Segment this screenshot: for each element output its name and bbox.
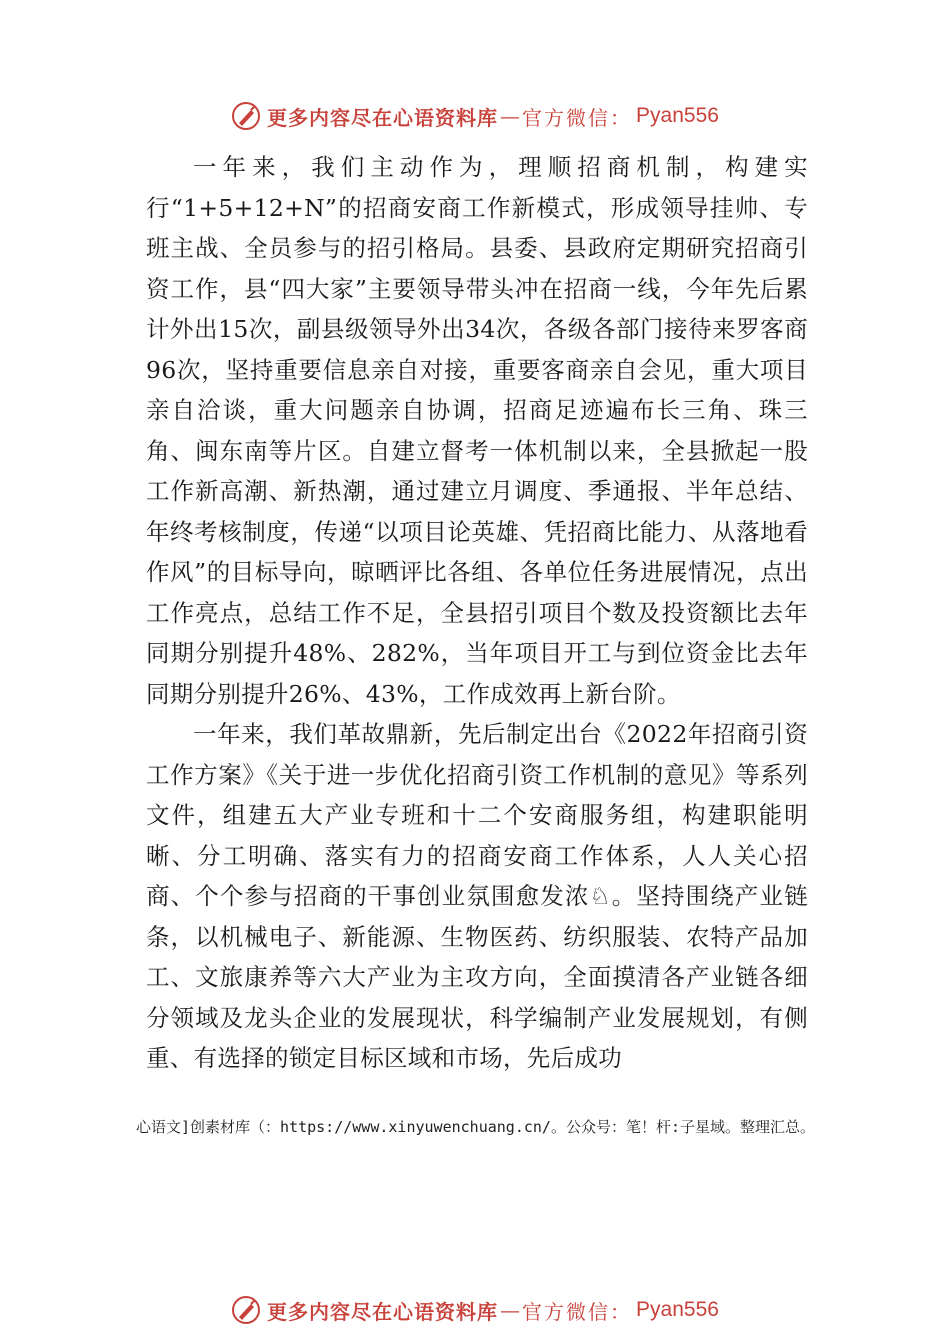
pen-logo-icon: [231, 101, 261, 131]
footnote: 心语文]创素材库（：https://www.xinyuwenchuang.cn/。公众号：笔！杆:子星域。整理汇总。: [136, 1118, 815, 1136]
footer-banner-title: 更多内容尽在心语资料库: [267, 1299, 499, 1324]
footer-banner-wechat-id: Pyan556: [636, 1298, 719, 1321]
paragraph-2: 一年来，我们革故鼎新，先后制定出台《2022年招商引资工作方案》《关于进一步优化招商引资工作机制的意见》等系列文件，组建五大产业专班和十二个安商服务组，构建职能明晰、分工明确、落实有力的招商安商工作体系，人人关心招商、个个参与招商的干事创业氛围愈发浓♘。坚持围绕产业链条，以机械电子、新能源、生物医药、纺织服装、农特产品加工、文旅康养等六大产业为主攻方向，全面摸清各产业链各细分领域及龙头企业的发展现状，科学编制产业发展规划，有侧重、有选择的锁定目标区域和市场，先后成功: [146, 720, 808, 1072]
banner-title: 更多内容尽在心语资料库: [267, 105, 499, 130]
document-body: [146, 147, 808, 1079]
banner-wechat-label: 官方微信：: [522, 105, 633, 130]
banner-dash: —: [500, 104, 521, 128]
pen-logo-icon: [231, 1295, 261, 1325]
footer-banner-wechat-label: 官方微信：: [522, 1299, 633, 1324]
banner-wechat-id: Pyan556: [636, 104, 719, 127]
paragraph-1: 一年来，我们主动作为，理顺招商机制，构建实行“1+5+12+N”的招商安商工作新模式，形成领导挂帅、专班主战、全员参与的招引格局。县委、县政府定期研究招商引资工作，县“四大家”主要领导带头冲在招商一线，今年先后累计外出15次，副县级领导外出34次，各级各部门接待来罗客商96次，坚持重要信息亲自对接，重要客商亲自会见，重大项目亲自洽谈，重大问题亲自协调，招商足迹遍布长三角、珠三角、闽东南等片区。自建立督考一体机制以来，全县掀起一股工作新高潮、新热潮，通过建立月调度、季通报、半年总结、年终考核制度，传递“以项目论英雄、凭招商比能力、从落地看作风”的目标导向，晾晒评比各组、各单位任务进展情况，点出工作亮点，总结工作不足，全县招引项目个数及投资额比去年同期分别提升48%、282%，当年项目开工与到位资金比去年同期分别提升26%、43%，工作成效再上新台阶。: [146, 153, 808, 708]
footer-banner: [0, 1288, 950, 1332]
header-banner: [0, 94, 950, 138]
footer-banner-dash: —: [500, 1298, 521, 1322]
